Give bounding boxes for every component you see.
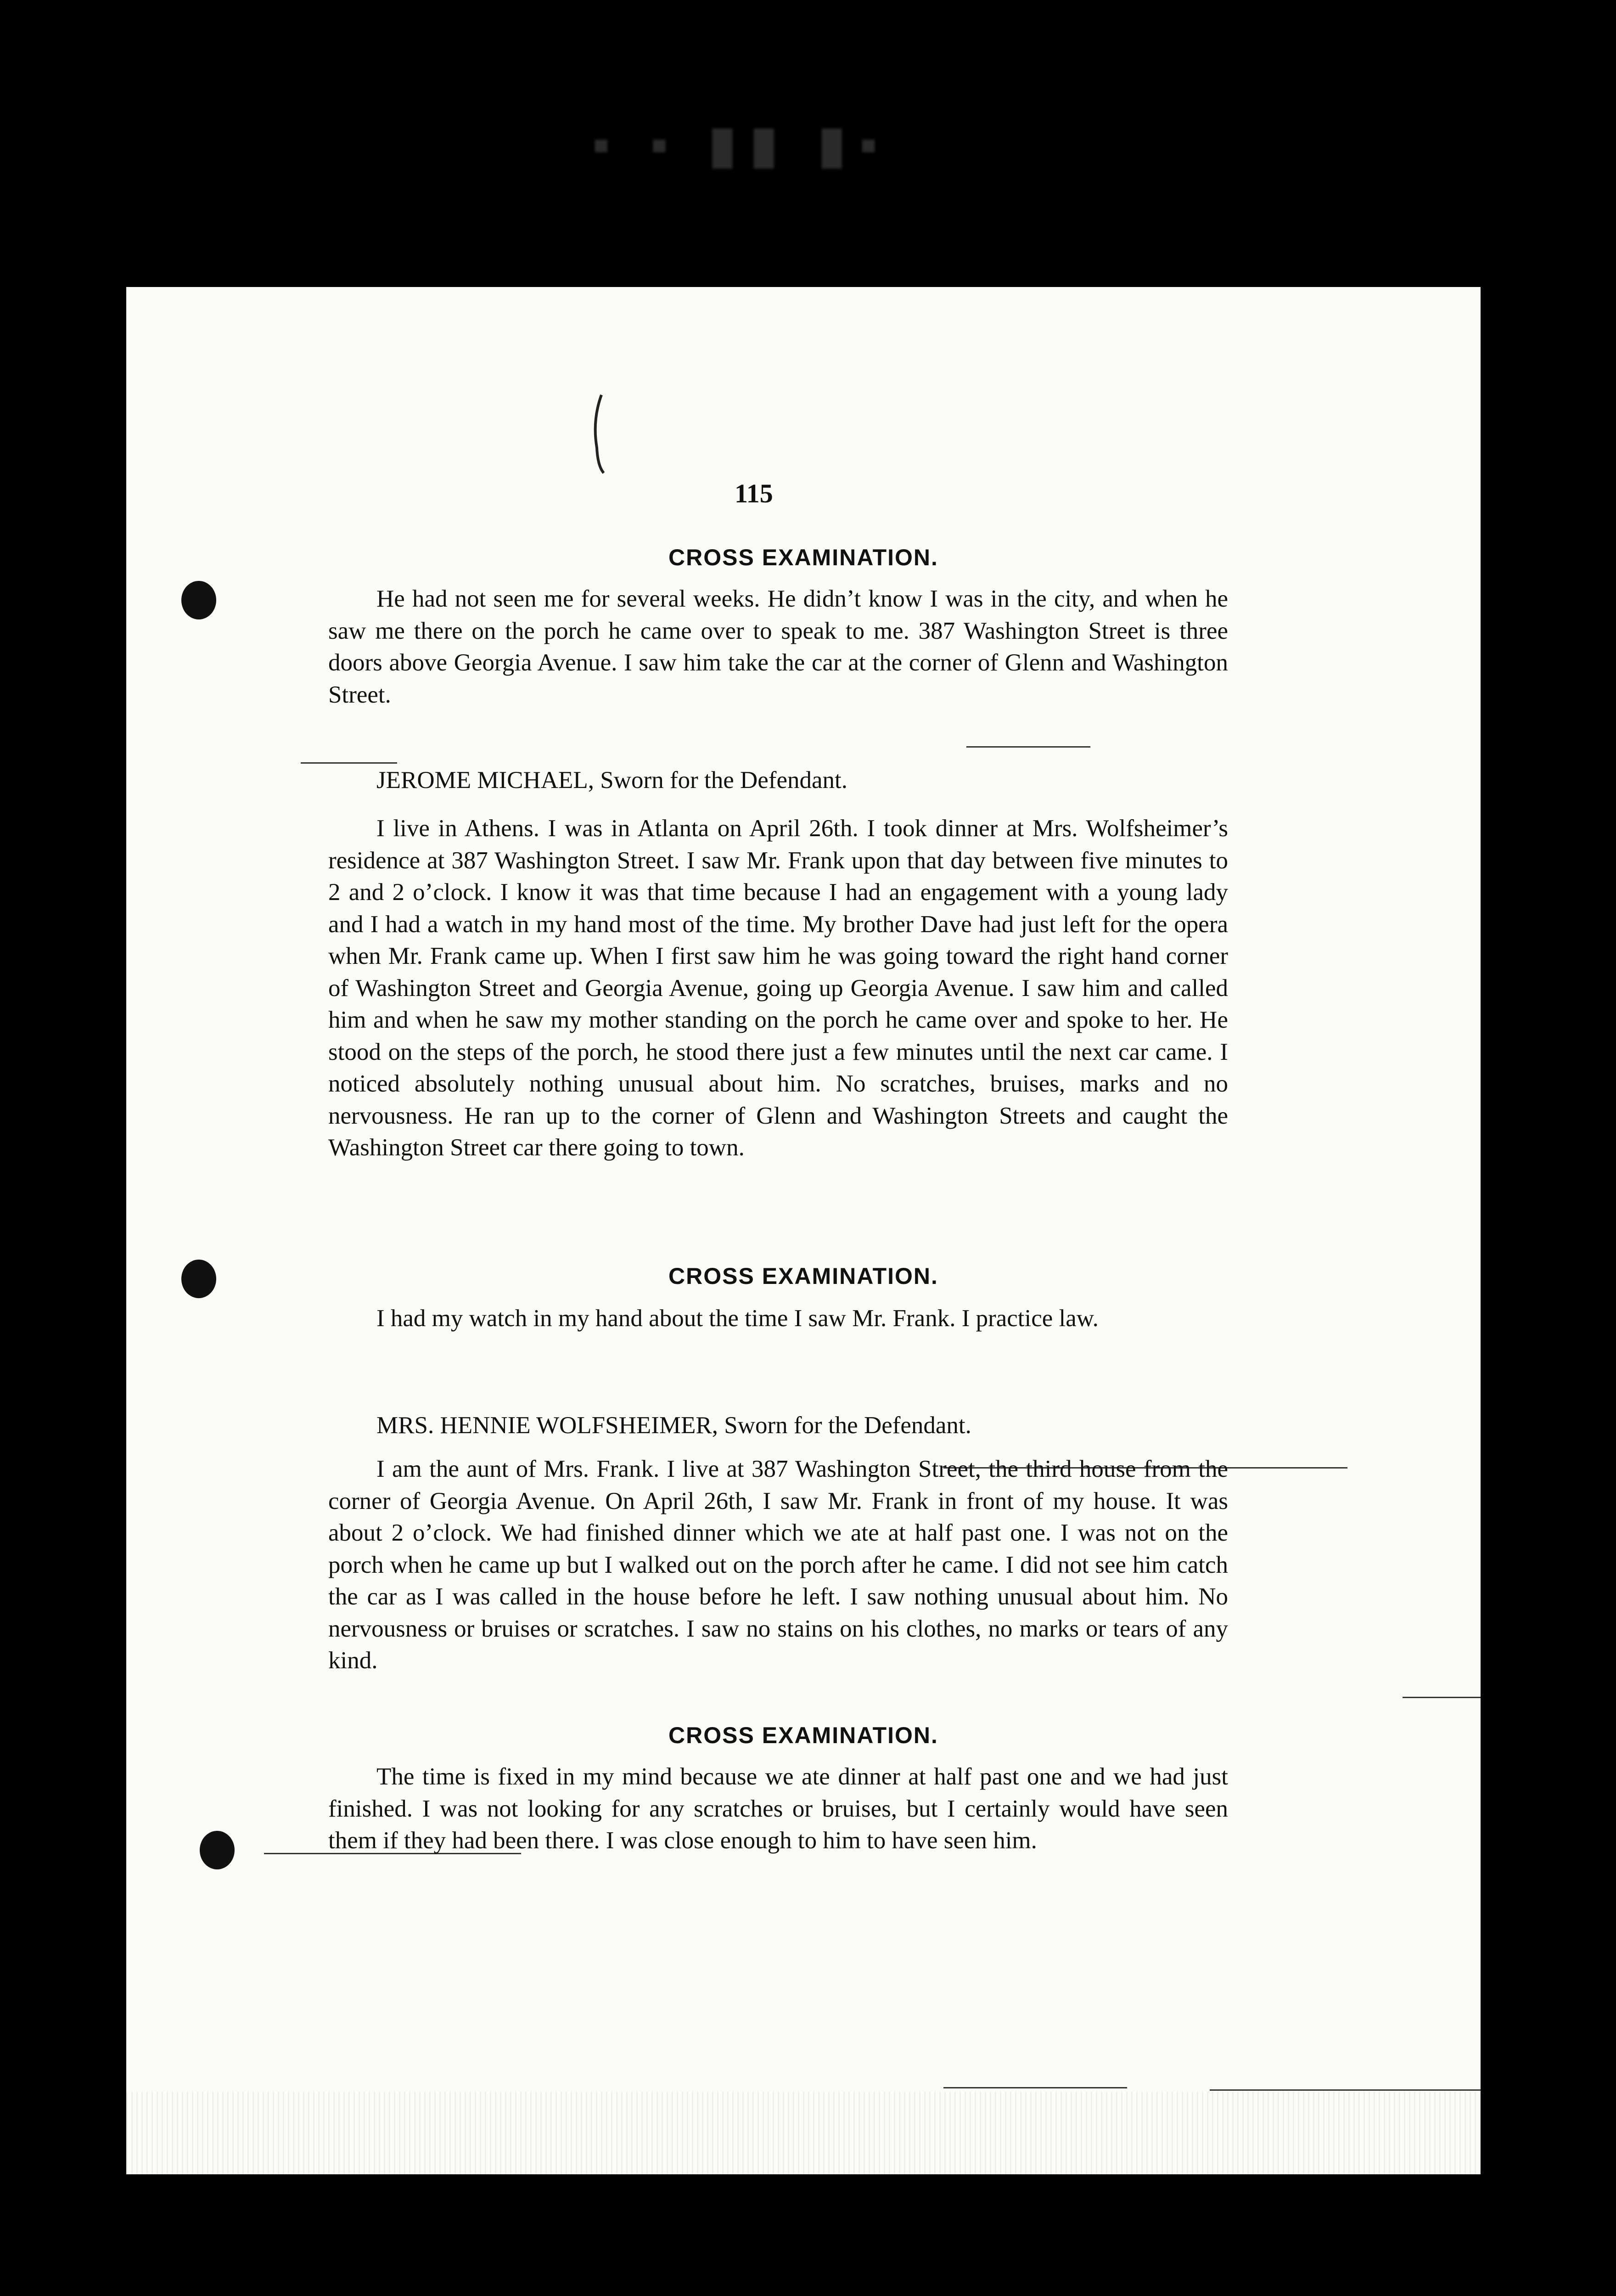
paragraph: He had not seen me for several weeks. He didn’t know I was in the city, and when he saw me there on the porch he came over to speak to me. 387 Washington Street is three doors above Georgia Avenue. I saw him take the car at the corner of Glenn and Washington Street.	[328, 585, 1228, 708]
header-smudge: ▪ ▪ ▮▮ ▮▪	[592, 117, 892, 173]
paragraph: The time is fixed in my mind because we ate dinner at half past one and we had just finished. I was not looking for any scratches or bruises, but I certainly would have seen them if they had been there. I was close enough to him to have seen him.	[328, 1763, 1228, 1854]
paragraph: I had my watch in my hand about the time I saw Mr. Frank. I practice law.	[376, 1305, 1099, 1332]
section-heading: CROSS EXAMINATION.	[668, 1722, 938, 1748]
document-page	[126, 287, 1481, 2174]
paragraph: I live in Athens. I was in Atlanta on April 26th. I took dinner at Mrs. Wolfsheimer’s residence at 387 Washington Street. I saw Mr. Frank upon that day between five minutes to 2 and 2 o’clock. I know it was that time because I had an engagement with a young lady and I had a watch in my hand most of the time. My brother Dave had just left for the opera when Mr. Frank came up. When I first saw him he was going toward the right hand corner of Washington Street and Georgia Avenue, going up Georgia Avenue. I saw him and called him and when he saw my mother standing on the porch he came over and spoke to her. He stood on the steps of the porch, he stood there just a few minutes until the next car came. I noticed absolutely nothing unusual about him. No scratches, bruises, marks and no nervousness. He ran up to the corner of Glenn and Washington Streets and caught the Washington Street car there going to town.	[328, 815, 1228, 1161]
section-heading: CROSS EXAMINATION.	[668, 1263, 938, 1289]
paragraph: I am the aunt of Mrs. Frank. I live at 387 Washington Street, the third house from the corner of Georgia Avenue. On April 26th, I saw Mr. Frank in front of my house. It was about 2 o’clock. We had finished dinner which we ate at half past one. I was not on the porch when he came up but I walked out on the porch after he came. I did not see him catch the car as I was called in the house before he left. I saw nothing unusual about him. No nervousness or bruises or scratches. I saw no stains on his clothes, no marks or tears of any kind.	[328, 1456, 1228, 1674]
page-number: 115	[735, 478, 773, 508]
witness-caption: JEROME MICHAEL, Sworn for the Defendant.	[376, 767, 847, 793]
document-text	[126, 287, 1481, 2174]
section-heading: CROSS EXAMINATION.	[668, 545, 938, 570]
witness-caption: MRS. HENNIE WOLFSHEIMER, Sworn for the Defendant.	[376, 1412, 971, 1439]
